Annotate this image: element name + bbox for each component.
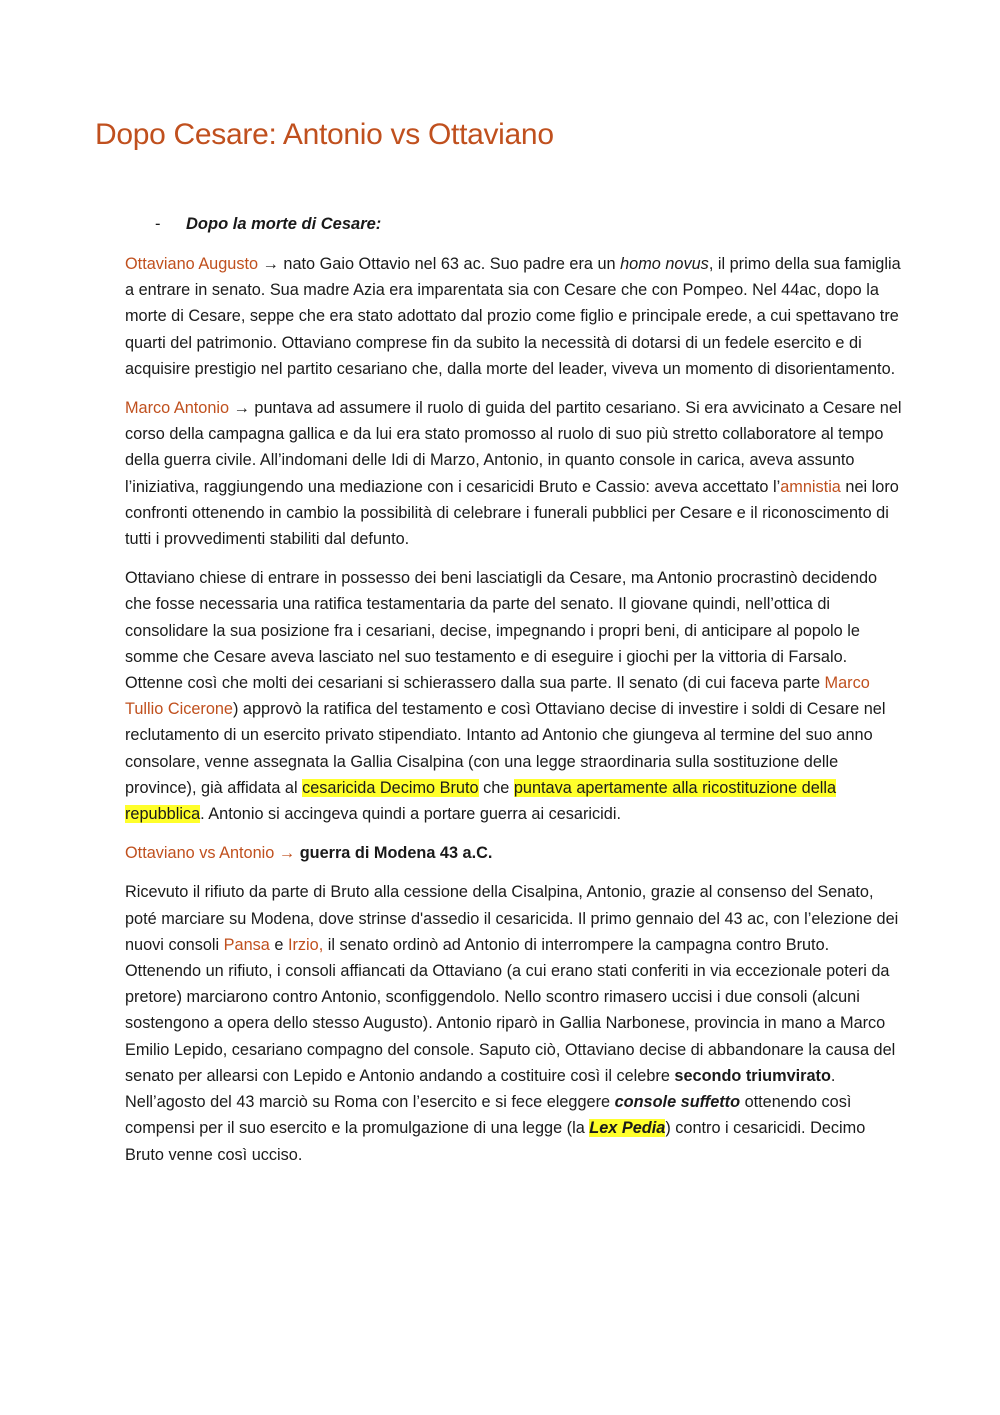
term-ottaviano-vs-antonio: Ottaviano vs Antonio xyxy=(125,844,275,863)
document-body xyxy=(125,251,907,1181)
arrow-icon: → xyxy=(262,255,279,273)
bullet-dash: - xyxy=(155,215,161,233)
text-run: ottenendo così compensi per il suo esercito e la promulgazione di una legge (la xyxy=(125,1093,852,1138)
term-amnistia: amnistia xyxy=(780,477,841,496)
text-run: ) approvò la ratifica del testamento e così Ottaviano decise di investire i soldi di Cesare nel reclutamento di un esercito privato stipendiato. Intanto ad Antonio che giungeva al termine del suo anno consolare, venne assegnata la Gallia Cisalpina (con una legge straordinaria sulla sostituzione delle province), già affidata al xyxy=(125,700,886,797)
text-run: e xyxy=(269,935,288,954)
text-run: Ricevuto il rifiuto da parte di Bruto alla cessione della Cisalpina, Antonio, grazie al consenso del Senato, poté marciare su Modena, dove strinse d'assedio il cesaricida. Il primo gennaio del 43 ac, con l’elezione dei nuovi consoli xyxy=(125,883,899,954)
paragraph-ottaviano xyxy=(125,251,907,382)
arrow-icon: → xyxy=(233,399,250,418)
bold-guerra-modena: guerra di Modena 43 a.C. xyxy=(299,844,493,863)
bullet-item xyxy=(155,213,381,235)
text-run: che xyxy=(478,778,514,797)
page-title: Dopo Cesare: Antonio vs Ottaviano xyxy=(95,118,554,151)
text-run: . Nell’agosto del 43 marciò su Roma con l’esercito e si fece eleggere xyxy=(125,1066,836,1112)
text-run: . Antonio si accingeva quindi a portare guerra ai cesaricidi. xyxy=(200,805,621,824)
term-pansa: Pansa xyxy=(223,935,270,954)
italic-term: homo novus xyxy=(620,255,709,273)
bold-secondo-triumvirato: secondo triumvirato xyxy=(674,1066,831,1085)
text-run: ) contro i cesaricidi. Decimo Bruto venne così ucciso. xyxy=(125,1119,866,1164)
term-marco-antonio: Marco Antonio xyxy=(125,399,230,418)
text-run: nato Gaio Ottavio nel 63 ac. Suo padre era un xyxy=(278,255,621,273)
text-run: , il primo della sua famiglia a entrare in senato. Sua madre Azia era imparentata sia con Cesare che con Pompeo. Nel 44ac, dopo la morte di Cesare, seppe che era stato adottato dal prozio come figlio e principale erede, a cui spettavano tre quarti del patrimonio. Ottaviano comprese fin da subito la necessità di dotarsi di un fedele esercito e di acquisire prestigio nel partito cesariano che, dalla morte del leader, viveva un momento di disorientamento. xyxy=(125,255,901,378)
arrow-icon: → xyxy=(278,844,296,863)
bullet-label: Dopo la morte di Cesare: xyxy=(186,215,382,233)
term-ottaviano-augusto: Ottaviano Augusto xyxy=(125,255,259,273)
term-cicerone: Marco Tullio Cicerone xyxy=(125,674,870,719)
bold-italic-console-suffetto: console suffetto xyxy=(614,1093,741,1112)
paragraph-modena xyxy=(125,879,907,1167)
highlight-repubblica: puntava apertamente alla ricostituzione della repubblica xyxy=(125,778,837,824)
text-run: Ottaviano chiese di entrare in possesso dei beni lasciatigli da Cesare, ma Antonio procrastinò decidendo che fosse necessaria una ratifica testamentaria da parte del senato. Il giovane quindi, nell’ottica di consolidare la sua posizione fra i cesariani, decise, impegnando i propri beni, di anticipare al popolo le somme che Cesare aveva lasciato nel suo testamento e di eseguire i giochi per la vittoria di Farsalo. Ottenne così che molti dei cesariani si schierassero dalla sua parte. Il senato (di cui faceva parte xyxy=(125,569,878,693)
paragraph-eredita xyxy=(125,565,907,827)
subheading-modena xyxy=(125,840,907,866)
text-run: puntava ad assumere il ruolo di guida del partito cesariano. Si era avvicinato a Cesare nel corso della campagna gallica e da lui era stato promosso al ruolo di suo più stretto collaboratore al tempo della guerra civile. All’indomani delle Idi di Marzo, Antonio, in quanto console in carica, aveva assunto l’iniziativa, raggiungendo una mediazione con i cesaricidi Bruto e Cassio: aveva accettato l’ xyxy=(125,399,902,496)
highlight-lex-pedia: Lex Pedia xyxy=(589,1119,666,1138)
paragraph-antonio xyxy=(125,395,907,552)
text-run: nei loro confronti ottenendo in cambio la possibilità di celebrare i funerali pubblici per Cesare e il riconoscimento di tutti i provvedimenti stabiliti dal defunto. xyxy=(125,477,899,549)
highlight-decimo-bruto: cesaricida Decimo Bruto xyxy=(302,778,479,797)
term-irzio: Irzio, xyxy=(287,935,324,954)
text-run: il senato ordinò ad Antonio di interrompere la campagna contro Bruto. Ottenendo un rifiuto, i consoli affiancati da Ottaviano (a cui erano stati conferiti in via eccezionale poteri da pretore) marciarono contro Antonio, sconfiggendolo. Nello scontro rimasero uccisi i due consoli (alcuni sostengono a opera dello stesso Augusto). Antonio riparò in Gallia Narbonese, provincia in mano a Marco Emilio Lepido, cesariano compagno del console. Saputo ciò, Ottaviano decise di abbandonare la causa del senato per allearsi con Lepido e Antonio andando a costituire così il celebre xyxy=(125,935,896,1085)
